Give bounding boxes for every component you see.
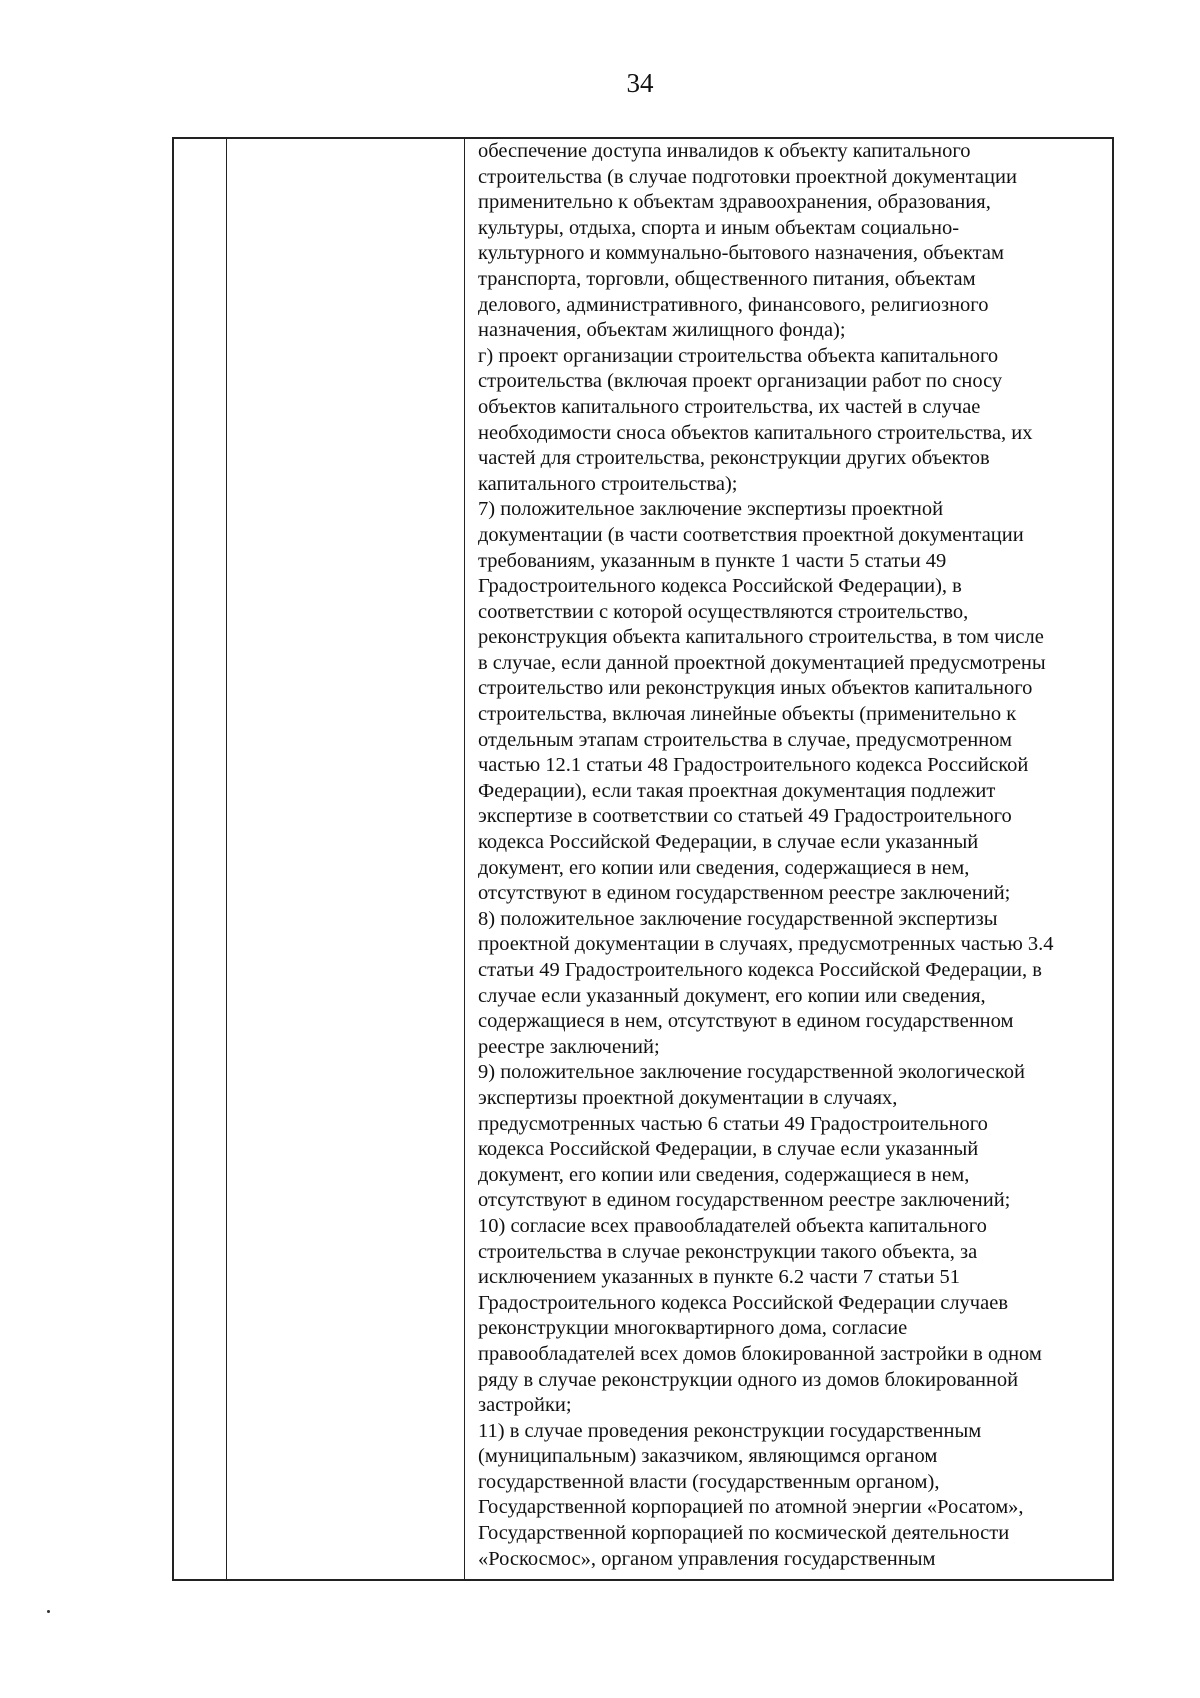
text-line: строительства (включая проект организации работ по сносу	[478, 370, 1003, 393]
page-number: 34	[626, 68, 654, 98]
text-line: случае если указанный документ, его копии или сведения,	[478, 984, 986, 1007]
text-line: Федерации), если такая проектная документация подлежит	[478, 779, 996, 802]
text-line: исключением указанных в пункте 6.2 части 7 статьи 51	[478, 1266, 960, 1289]
text-line: 10) согласие всех правообладателей объекта капитального	[478, 1214, 987, 1237]
text-line: частей для строительства, реконструкции других объектов	[478, 447, 990, 470]
text-line: Государственной корпорацией по космической деятельности	[478, 1522, 1010, 1545]
text-line: в случае, если данной проектной документацией предусмотрены	[478, 651, 1046, 674]
table-column-divider-2	[464, 139, 465, 1579]
text-line: «Роскосмос», органом управления государственным	[478, 1547, 936, 1570]
text-line: статьи 49 Градостроительного кодекса Российской Федерации, в	[478, 959, 1042, 981]
text-line: необходимости сноса объектов капитального строительства, их	[478, 421, 1033, 444]
text-line: частью 12.1 статьи 48 Градостроительного кодекса Российской	[478, 754, 1029, 777]
text-line: кодекса Российской Федерации, в случае если указанный	[478, 1138, 979, 1161]
text-line: государственной власти (государственным органом),	[478, 1470, 940, 1493]
text-line: требованиям, указанным в пункте 1 части 5 статьи 49	[478, 549, 947, 572]
document-table	[172, 137, 1114, 1581]
text-line: застройки;	[478, 1394, 572, 1417]
text-line: Государственной корпорацией по атомной энергии «Росатом»,	[478, 1496, 1024, 1519]
text-line: соответствии с которой осуществляются строительство,	[478, 600, 969, 623]
text-line: объектов капитального строительства, их частей в случае	[478, 395, 981, 418]
text-line: Градостроительного кодекса Российской Федерации), в	[478, 575, 962, 598]
text-line: строительства (в случае подготовки проектной документации	[478, 165, 1017, 188]
text-line: (муниципальным) заказчиком, являющимся органом	[478, 1445, 938, 1468]
text-line: реконструкции многоквартирного дома, согласие	[478, 1317, 908, 1340]
text-line: правообладателей всех домов блокированной застройки в одном	[478, 1342, 1042, 1365]
text-line: применительно к объектам здравоохранения, образования,	[478, 191, 991, 214]
text-line: ряду в случае реконструкции одного из домов блокированной	[478, 1368, 1019, 1391]
text-line: капитального строительства);	[478, 472, 738, 495]
text-line: экспертизе в соответствии со статьей 49 Градостроительного	[478, 805, 1012, 828]
text-line: обеспечение доступа инвалидов к объекту капитального	[478, 140, 971, 162]
text-line: кодекса Российской Федерации, в случае если указанный	[478, 831, 979, 854]
text-line: 7) положительное заключение экспертизы проектной	[478, 498, 944, 521]
text-line: реестре заключений;	[478, 1035, 660, 1058]
text-line: документации (в части соответствия проектной документации	[478, 523, 1024, 546]
table-cell-text	[478, 139, 1113, 1572]
text-line: строительства, включая линейные объекты (применительно к	[478, 703, 1017, 726]
text-line: культурного и коммунально-бытового назначения, объектам	[478, 242, 1004, 265]
text-line: экспертизы проектной документации в случаях,	[478, 1086, 898, 1109]
text-line: 9) положительное заключение государственной экологической	[478, 1061, 1026, 1084]
text-line: назначения, объектам жилищного фонда);	[478, 319, 846, 342]
text-line: документ, его копии или сведения, содержащиеся в нем,	[478, 1163, 970, 1186]
text-line: строительства в случае реконструкции такого объекта, за	[478, 1240, 978, 1263]
text-line: транспорта, торговли, общественного питания, объектам	[478, 267, 976, 290]
text-line: г) проект организации строительства объекта капитального	[478, 344, 999, 367]
text-line: культуры, отдыха, спорта и иным объектам социально-	[478, 216, 960, 239]
text-line: 8) положительное заключение государственной экспертизы	[478, 907, 998, 930]
text-line: отдельным этапам строительства в случае, предусмотренном	[478, 728, 1012, 751]
text-line: реконструкция объекта капитального строительства, в том числе	[478, 626, 1044, 649]
text-line: документ, его копии или сведения, содержащиеся в нем,	[478, 856, 970, 879]
text-line: проектной документации в случаях, предусмотренных частью 3.4	[478, 933, 1054, 956]
text-line: Градостроительного кодекса Российской Федерации случаев	[478, 1291, 1008, 1314]
text-line: содержащиеся в нем, отсутствуют в едином государственном	[478, 1010, 1014, 1033]
text-line: делового, административного, финансового, религиозного	[478, 293, 989, 316]
text-line: предусмотренных частью 6 статьи 49 Градостроительного	[478, 1112, 988, 1135]
text-line: строительство или реконструкция иных объектов капитального	[478, 677, 1033, 700]
table-column-divider-1	[226, 139, 227, 1579]
text-line: отсутствуют в едином государственном реестре заключений;	[478, 882, 1011, 905]
text-line: 11) в случае проведения реконструкции государственным	[478, 1419, 982, 1442]
scan-speck	[47, 1610, 50, 1613]
text-line: отсутствуют в едином государственном реестре заключений;	[478, 1189, 1011, 1212]
